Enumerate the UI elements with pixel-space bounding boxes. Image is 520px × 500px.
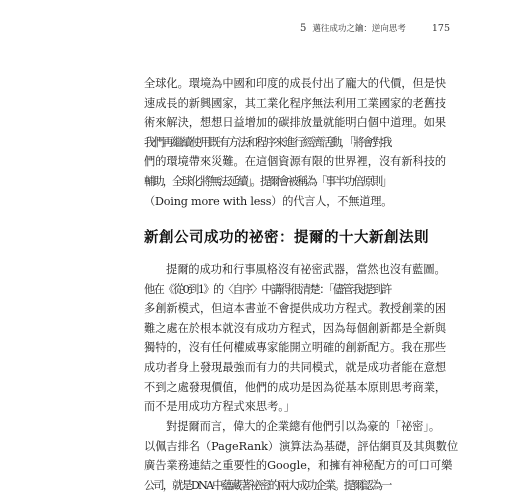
text-line: 成功者身上發現最強而有力的共同模式，就是成功者能在意想 [144, 360, 447, 374]
text-line: 多創新模式，但這本書並不會提供成功方程式。教授創業的困 [144, 302, 447, 316]
running-header [300, 22, 450, 34]
text-line: 廣告業務連結之重要性的Google，和擁有神秘配方的可口可樂 [144, 459, 453, 473]
section-heading: 新創公司成功的祕密：提爾的十大新創法則 [144, 229, 429, 246]
text-line: 全球化。環境為中國和印度的成長付出了龐大的代價，但是快 [144, 77, 447, 90]
text-line: 輔助，全球化將無法延續」。提爾會被稱為「事半功倍原則」 [144, 174, 391, 188]
page-number: 175 [431, 23, 451, 34]
text-line: （Doing more with less）的代言人，不無道理。 [144, 194, 393, 208]
text-line: 公司，就是DNA中蘊藏著祕密的兩大成功企業。提爾認為一 [144, 478, 391, 492]
paragraph-globalization [144, 74, 447, 211]
text-line: 們的環境帶來災難。在這個資源有限的世界裡，沒有新科技的 [144, 155, 447, 169]
text-line: 對提爾而言，偉大的企業總有他們引以為豪的「祕密」。 [166, 420, 441, 433]
paragraph-no-formula [144, 260, 447, 417]
text-line: 而不是用成功方程式來思考。」 [144, 400, 296, 414]
chapter-number: 5 [300, 23, 307, 34]
text-line: 以佩吉排名（PageRank）演算法為基礎，評估網頁及其與數位 [144, 439, 459, 453]
text-line: 他在《從0到1》的〈自序〉中講得很清楚：「儘管我提到許 [144, 282, 391, 296]
text-line: 我們再繼續使用既有方法和程序來進行經濟活動，「將會對我 [144, 135, 391, 149]
text-line: 術來解決，想想日益增加的碳排放量就能明白個中道理。如果 [144, 116, 447, 130]
paragraph-secrets [144, 417, 459, 495]
text-line: 不到之處發現價值，他們的成功是因為從基本原則思考商業， [144, 380, 447, 394]
text-line: 提爾的成功和行事風格沒有祕密武器，當然也沒有藍圖。 [166, 263, 446, 276]
text-line: 難之處在於根本就沒有成功方程式，因為每個創新都是全新與 [144, 321, 447, 335]
text-line: 獨特的，沒有任何權威專家能開立明確的創新配方。我在那些 [144, 341, 447, 355]
text-line: 速成長的新興國家，其工業化程序無法利用工業國家的老舊技 [144, 96, 447, 110]
chapter-title: 邁往成功之鑰：逆向思考 [312, 24, 406, 34]
